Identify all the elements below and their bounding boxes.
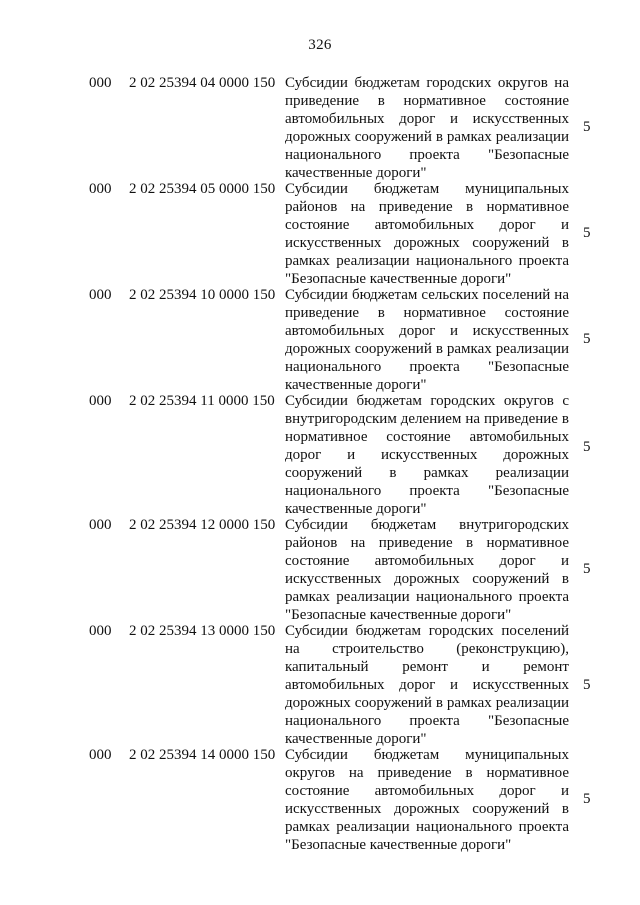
admin-code: 000 [89, 75, 112, 91]
budget-classification-code: 2 02 25394 14 0000 150 [129, 747, 276, 763]
row-description: Субсидии бюджетам муниципальных округов на приведение в нормативное состояние автомобильных дорог и искусственных дорожных сооружений в рамках реализации национального проекта "Безопасные качественные дороги" [285, 747, 569, 853]
budget-classification-code: 2 02 25394 12 0000 150 [129, 517, 276, 533]
row-description: Субсидии бюджетам городских поселений на строительство (реконструкцию), капитальный ремонт и ремонт автомобильных дорог и искусственных дорожных сооружений в рамках реализации национального проекта "Безопасные качественные дороги" [285, 623, 569, 747]
table-row [0, 180, 640, 286]
row-description: Субсидии бюджетам сельских поселений на приведение в нормативное состояние автомобильных дорог и искусственных дорожных сооружений в рамках реализации национального проекта "Безопасные качественные дороги" [285, 287, 569, 393]
table-row [0, 516, 640, 622]
row-value: 5 [583, 119, 591, 135]
table-row [0, 74, 640, 180]
row-value: 5 [583, 791, 591, 807]
row-description: Субсидии бюджетам внутригородских районов на приведение в нормативное состояние автомобильных дорог и искусственных дорожных сооружений в рамках реализации национального проекта "Безопасные качественные дороги" [285, 517, 569, 623]
admin-code: 000 [89, 747, 112, 763]
row-value: 5 [583, 439, 591, 455]
admin-code: 000 [89, 181, 112, 197]
row-value: 5 [583, 677, 591, 693]
page-number: 326 [308, 37, 332, 53]
budget-classification-code: 2 02 25394 13 0000 150 [129, 623, 276, 639]
budget-classification-code: 2 02 25394 05 0000 150 [129, 181, 276, 197]
admin-code: 000 [89, 287, 112, 303]
classification-table [0, 74, 640, 852]
table-row [0, 622, 640, 746]
budget-classification-code: 2 02 25394 10 0000 150 [129, 287, 276, 303]
table-row [0, 392, 640, 516]
budget-classification-code: 2 02 25394 11 0000 150 [129, 393, 275, 409]
row-value: 5 [583, 225, 591, 241]
admin-code: 000 [89, 623, 112, 639]
row-description: Субсидии бюджетам городских округов на приведение в нормативное состояние автомобильных дорог и искусственных дорожных сооружений в рамках реализации национального проекта "Безопасные качественные дороги" [285, 75, 569, 181]
row-description: Субсидии бюджетам муниципальных районов на приведение в нормативное состояние автомобильных дорог и искусственных дорожных сооружений в рамках реализации национального проекта "Безопасные качественные дороги" [285, 181, 569, 287]
table-row [0, 746, 640, 852]
admin-code: 000 [89, 517, 112, 533]
table-row [0, 286, 640, 392]
row-description: Субсидии бюджетам городских округов с внутригородским делением на приведение в нормативное состояние автомобильных дорог и искусственных дорожных сооружений в рамках реализации национального проекта "Безопасные качественные дороги" [285, 393, 569, 517]
row-value: 5 [583, 561, 591, 577]
row-value: 5 [583, 331, 591, 347]
budget-classification-code: 2 02 25394 04 0000 150 [129, 75, 276, 91]
admin-code: 000 [89, 393, 112, 409]
